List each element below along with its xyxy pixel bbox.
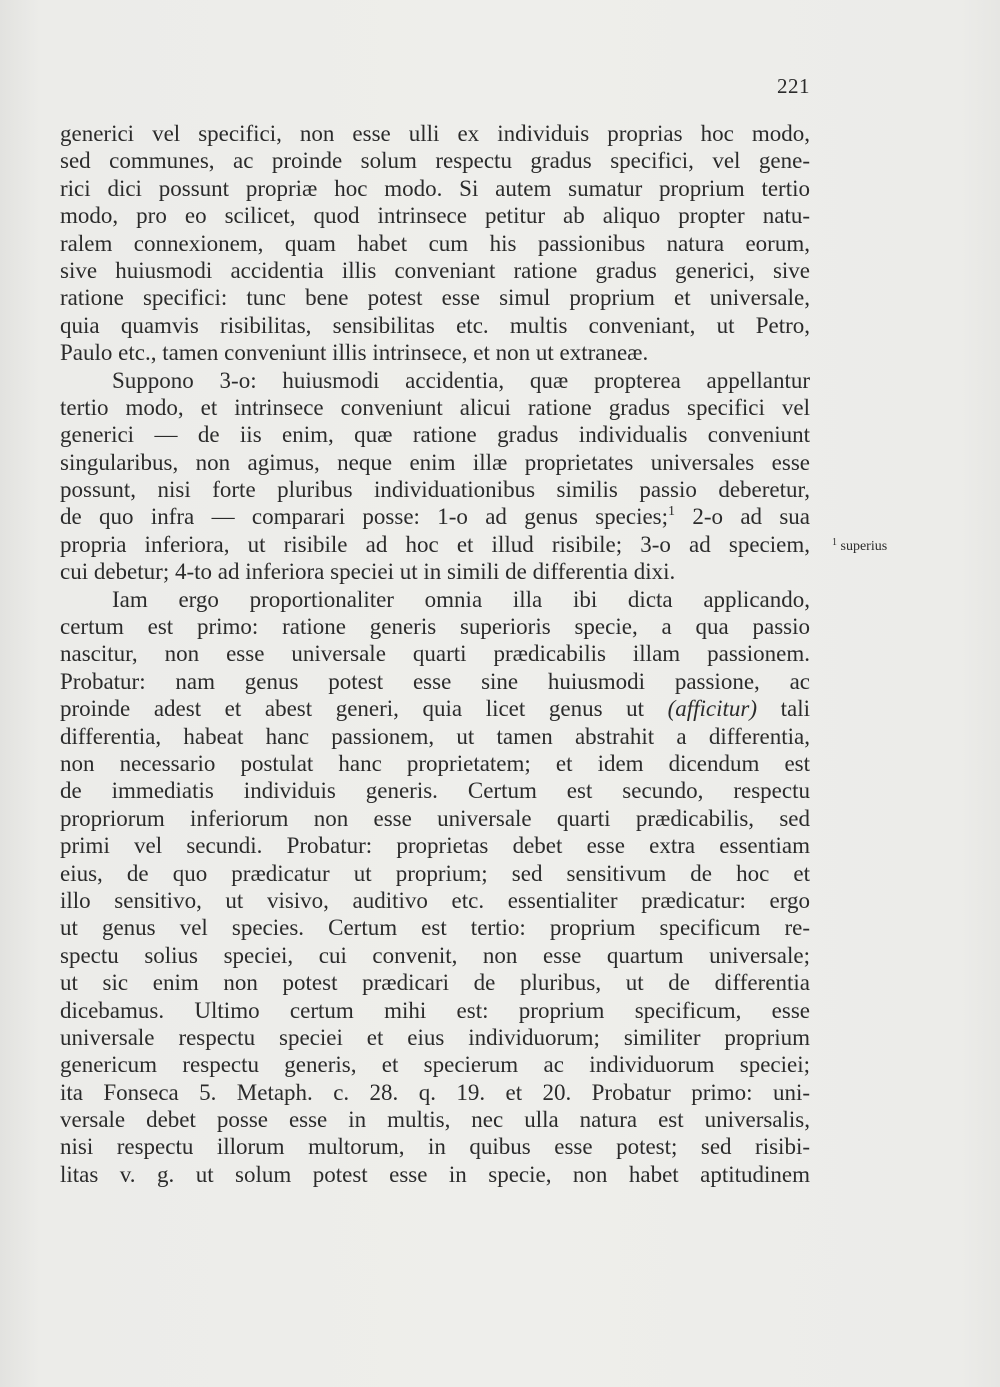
text-line: certum est primo: ratione generis superioris specie, a qua passio [60, 614, 810, 640]
text-line: non necessario postulat hanc proprietatem; et idem dicendum est [60, 750, 810, 776]
margin-note-marker: 1 [832, 537, 837, 548]
text-line: litas v. g. ut solum potest esse in specie, non habet aptitudinem [60, 1161, 810, 1187]
margin-note [832, 538, 982, 557]
text-line: universale respectu speciei et eius individuorum; similiter proprium [60, 1024, 810, 1050]
text-line: Paulo etc., tamen conveniunt illis intrinsece, et non ut extraneæ. [60, 340, 649, 366]
text-line: sed communes, ac proinde solum respectu gradus specifici, vel gene- [60, 148, 810, 174]
text-line: ut sic enim non potest prædicari de pluribus, ut de differentia [60, 970, 810, 996]
text-line: rici dici possunt propriæ hoc modo. Si autem sumatur proprium tertio [60, 175, 810, 201]
text-line-with-footnote [60, 503, 810, 530]
text-segment: proinde adest et abest generi, quia licet genus ut [60, 696, 644, 722]
text-line: eius, de quo prædicatur ut proprium; sed sensitivum de hoc et [60, 860, 810, 886]
text-line: dicebamus. Ultimo certum mihi est: proprium specificum, esse [60, 997, 810, 1023]
text-line: de immediatis individuis generis. Certum est secundo, respectu [60, 778, 810, 804]
text-line: propriorum inferiorum non esse universale quarti prædicabilis, sed [60, 805, 810, 831]
footnote-reference: 1 [668, 504, 676, 520]
text-line: generici — de iis enim, quæ ratione gradus individualis conveniunt [60, 422, 810, 448]
text-line: nascitur, non esse universale quarti prædicabilis illam passionem. [60, 641, 810, 667]
text-line: nisi respectu illorum multorum, in quibus esse potest; sed risibi- [60, 1134, 810, 1160]
text-line: tertio modo, et intrinsece conveniunt alicui ratione gradus specifici vel [60, 394, 810, 420]
text-line: primi vel secundi. Probatur: proprietas debet esse extra essentiam [60, 833, 810, 859]
text-line: genericum respectu generis, et specierum ac individuorum speciei; [60, 1052, 810, 1078]
text-line: cui debetur; 4-to ad inferiora speciei ut in simili de differentia dixi. [60, 559, 676, 585]
text-line: sive huiusmodi accidentia illis conveniant ratione gradus generici, sive [60, 257, 810, 283]
text-line: spectu solius speciei, cui convenit, non esse quartum universale; [60, 942, 810, 968]
main-text-block [60, 120, 810, 1188]
text-line: ita Fonseca 5. Metaph. c. 28. q. 19. et 20. Probatur primo: uni- [60, 1079, 810, 1105]
italic-word: (afficitur) [667, 696, 758, 722]
text-line: generici vel specifici, non esse ulli ex individuis proprias hoc modo, [60, 121, 810, 146]
text-line: singularibus, non agimus, neque enim illæ proprietates universales esse [60, 449, 810, 475]
text-segment: tali [780, 696, 811, 722]
text-line: propria inferiora, ut risibile ad hoc et illud risibile; 3-o ad speciem, [60, 531, 810, 557]
text-line: modo, pro eo scilicet, quod intrinsece petitur ab aliquo propter natu- [60, 203, 810, 229]
text-line-with-italic [60, 695, 810, 722]
text-line: ratione specifici: tunc bene potest esse simul proprium et universale, [60, 285, 810, 311]
text-line: Probatur: nam genus potest esse sine huiusmodi passione, ac [60, 668, 810, 694]
text-line: ralem connexionem, quam habet cum his passionibus natura eorum, [60, 230, 810, 256]
paragraph-start-line: Suppono 3-o: huiusmodi accidentia, quæ propterea appellantur [112, 367, 810, 393]
text-line: ut genus vel species. Certum est tertio: proprium specificum re- [60, 915, 810, 941]
text-line: possunt, nisi forte pluribus individuationibus similis passio deberetur, [60, 477, 810, 503]
margin-note-text: superius [840, 539, 888, 554]
text-line: illo sensitivo, ut visivo, auditivo etc. essentialiter prædicatur: ergo [60, 887, 810, 913]
paragraph-start-line: Iam ergo proportionaliter omnia illa ibi dicta applicando, [112, 586, 810, 612]
text-line: versale debet posse esse in multis, nec ulla natura est universalis, [60, 1107, 810, 1133]
text-line: differentia, habeat hanc passionem, ut tamen abstrahit a differentia, [60, 723, 810, 749]
page-number: 221 [777, 74, 810, 98]
text-line: quia quamvis risibilitas, sensibilitas etc. multis conveniant, ut Petro, [60, 312, 810, 338]
text-segment: 2-o ad sua [692, 504, 811, 530]
text-segment: de quo infra — comparari posse: 1-o ad genus species; [60, 504, 669, 530]
